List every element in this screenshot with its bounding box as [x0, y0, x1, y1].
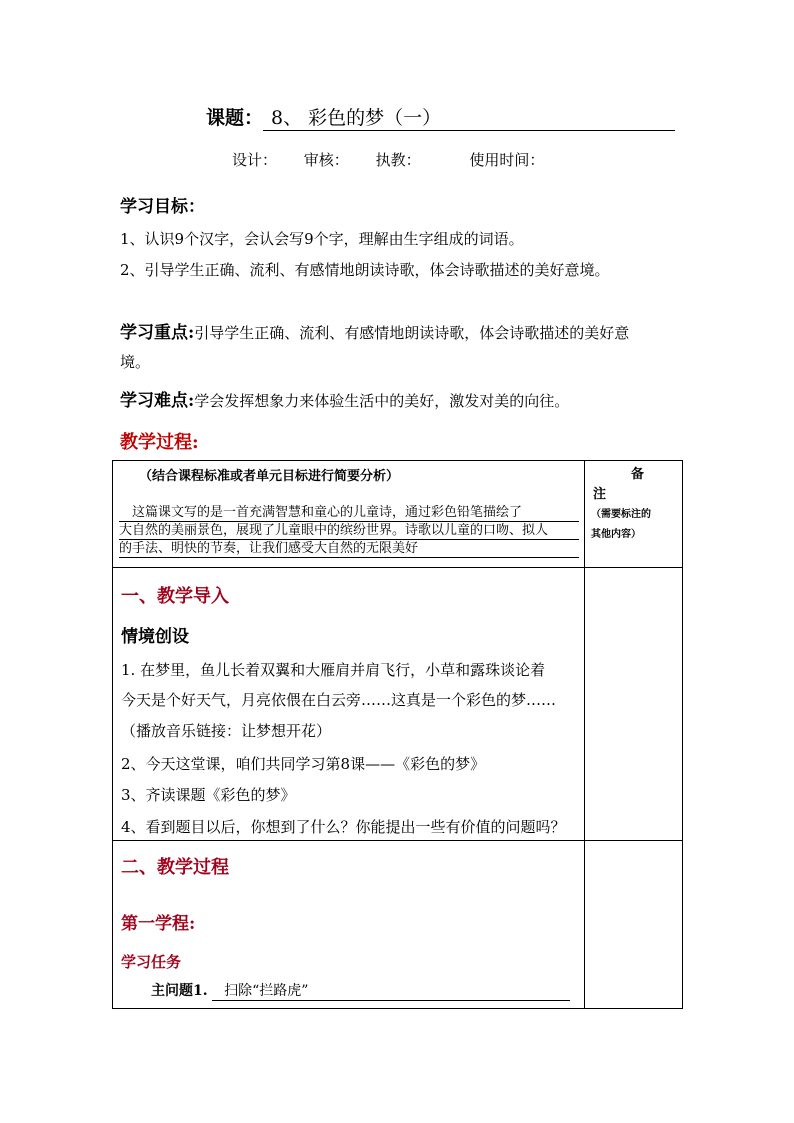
section1-title: 一、教学导入 [121, 586, 229, 607]
teach-label: 执教： [375, 151, 421, 169]
notes-title-2: 注 [593, 487, 607, 502]
intro-item-4: 2、今天这堂课，咱们共同学习第8课——《彩色的梦》 [121, 755, 486, 773]
q1-text: 扫除“拦路虎” [212, 980, 570, 1001]
notes-title-1: 备 [631, 467, 645, 482]
intro-item-1: 1. 在梦里，鱼儿长着双翼和大雁肩并肩飞行，小草和露珠谈论着 [121, 661, 546, 679]
goal-item-1: 1、认识9个汉字，会认会写9个字，理解由生字组成的词语。 [120, 230, 524, 248]
intro-item-3: （播放音乐链接：让梦想开花） [121, 722, 332, 740]
intro-item-6: 4、看到题目以后，你想到了什么？你能提出一些有价值的问题吗？ [121, 818, 566, 836]
goal-item-2: 2、引导学生正确、流利、有感情地朗读诗歌，体会诗歌描述的美好意境。 [120, 261, 610, 279]
analysis-line-3: 的手法、明快的节奏，让我们感受大自然的无限美好 [119, 541, 579, 558]
analysis-line-1: 这篇课文写的是一首充满智慧和童心的儿童诗，通过彩色铅笔描绘了 [119, 505, 579, 522]
intro-item-5: 3、齐读课题《彩色的梦》 [121, 786, 296, 804]
title-value: 8、 彩色的梦（一） [263, 103, 675, 131]
task-label: 学习任务 [121, 953, 182, 971]
process-row [113, 841, 683, 1009]
process-notes-cell [585, 841, 683, 1009]
goals-heading: 学习目标： [120, 197, 205, 217]
analysis-header: （结合课程标准或者单元目标进行简要分析） [139, 469, 400, 484]
process-heading: 教学过程: [120, 432, 199, 453]
notes-sub-2: 其他内容） [591, 529, 641, 540]
title-label: 课题： [206, 107, 264, 129]
difficulty-label: 学习难点: [120, 391, 195, 411]
focus-text: 引导学生正确、流利、有感情地朗读诗歌，体会诗歌描述的美好意 [194, 324, 630, 342]
analysis-line-2: 大自然的美丽景色，展现了儿童眼中的缤纷世界。诗歌以儿童的口吻、拟人 [119, 523, 579, 540]
section2-title: 二、教学过程 [121, 857, 229, 878]
difficulty-line [120, 386, 569, 411]
review-label: 审核： [303, 151, 349, 169]
notes-sub-1: （需要标注的 [591, 509, 651, 520]
intro-row [113, 568, 683, 841]
lesson-table [112, 460, 683, 1009]
time-label: 使用时间： [469, 151, 545, 169]
focus-label: 学习重点: [120, 323, 195, 343]
lesson-title [206, 103, 675, 131]
intro-item-2: 今天是个好天气，月亮依偎在白云旁……这真是一个彩色的梦…… [121, 691, 557, 709]
meta-line [232, 149, 566, 170]
stage1-title: 第一学程: [121, 914, 196, 934]
analysis-row [113, 461, 683, 568]
q1-label: 主问题1. [151, 983, 208, 999]
process-cell [113, 841, 585, 1009]
intro-cell [113, 568, 585, 841]
question-1 [151, 980, 570, 1001]
analysis-cell [113, 461, 585, 568]
design-label: 设计： [232, 151, 278, 169]
notes-cell [585, 461, 683, 568]
section1-sub: 情境创设 [121, 627, 189, 647]
difficulty-text: 学会发挥想象力来体验生活中的美好，激发对美的向往。 [194, 392, 570, 410]
intro-notes-cell [585, 568, 683, 841]
focus-line-1 [120, 318, 629, 343]
focus-line-2: 境。 [120, 353, 151, 371]
